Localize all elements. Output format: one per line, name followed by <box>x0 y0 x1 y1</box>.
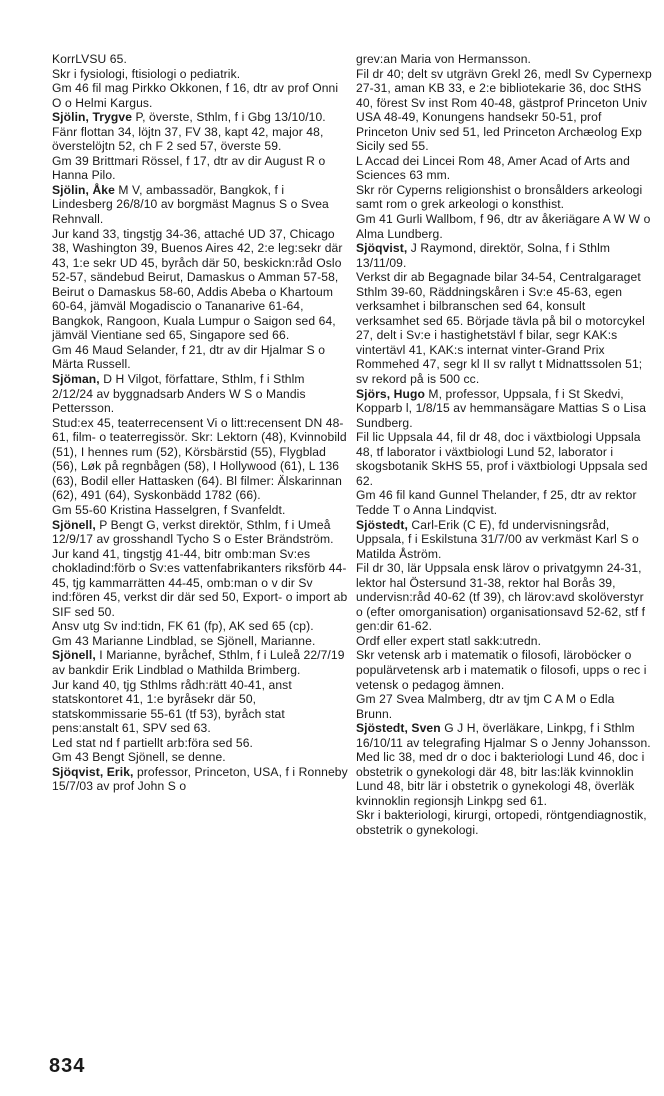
entry-text: Ordf eller expert statl sakk:utredn. <box>356 633 542 648</box>
biography-paragraph <box>52 634 348 649</box>
entry-text: Fil dr 30, lär Uppsala ensk lärov o privatgymn 24-31, lektor hal Östersund 31-38, rektor hal Borås 39, undervisn:råd 40-62 (tf 39), ch lärov:avd skolöverstyr o (efter omorganisation) organisationsavd 52-62, stf f gen:dir 61-62. <box>356 561 646 634</box>
entry-text: Jur kand 33, tingstjg 34-36, attaché UD 37, Chicago 38, Washington 39, Buenos Aires 42, 2:e leg:sekr där 43, 1:e sekr UD 45, byråch där 50, beskickn:råd Oslo 52-57, sändebud Beirut, Damaskus o Amman 57-58, Beirut o Damaskus 58-60, Addis Abeba o Khartoum 60-64, jämväl Mogadiscio o Tananarive 61-64, Bangkok, Rangoon, Kuala Lumpur o Saigon sed 64, jämväl Vientiane sed 65, Singapore sed 66. <box>52 226 343 343</box>
entry-text: J Raymond, direktör, Solna, f i Sthlm 13/11/09. <box>356 241 611 270</box>
entry-text: grev:an Maria von Hermansson. <box>356 52 531 66</box>
person-name: Sjöstedt, <box>356 517 408 532</box>
person-name: Sjölin, Trygve <box>52 110 133 125</box>
entry-text: D H Vilgot, författare, Sthlm, f i Sthlm 2/12/24 av byggnadsarb Anders W S o Mandis Pettersson. <box>52 372 306 416</box>
entry-text: Ansv utg Sv ind:tidn, FK 61 (fp), AK sed 65 (cp). <box>52 619 314 634</box>
entry-text: Carl-Erik (C E), fd undervisningsråd, Uppsala, f i Eskilstuna 31/7/00 av verkmäst Karl S o Matilda Åström. <box>356 517 639 561</box>
biography-entry-heading <box>52 648 348 677</box>
person-name: Sjölin, Åke <box>52 182 115 197</box>
biography-paragraph <box>52 416 348 503</box>
biography-entry-heading <box>52 110 348 125</box>
left-column <box>52 52 348 794</box>
entry-text: P Bengt G, verkst direktör, Sthlm, f i Umeå 12/9/17 av grosshandl Tycho S o Ester Brändström. <box>52 517 334 547</box>
biography-paragraph <box>356 270 652 386</box>
biography-entry-heading <box>356 721 652 750</box>
biography-paragraph <box>52 736 348 751</box>
page-number: 834 <box>49 1055 86 1077</box>
entry-text: Skr rör Cyperns religionshist o bronsålders arkeologi samt rom o grek arkeologi o konsthist. <box>356 182 643 212</box>
entry-text: Jur kand 40, tjg Sthlms rådh:rätt 40-41, anst statskontoret 41, 1:e byråsekr där 50, statskommissarie 55-61 (tf 53), byråch stat pens:anstalt 61, SPV sed 63. <box>52 677 292 736</box>
person-name: Sjöstedt, Sven <box>356 721 441 736</box>
biography-paragraph <box>356 634 652 649</box>
entry-text: Fil dr 40; delt sv utgrävn Grekl 26, medl Sv Cypernexp 27-31, aman KB 33, e 2:e bibliotekarie 36, doc StHS 40, förest Sv inst Rom 40-48, gästprof Princeton Univ USA 48-49, Konungens handsekr 50-51, prof Princeton Univ sed 51, led Princeton Archæolog Exp Sicily sed 55. <box>356 66 652 154</box>
entry-text: Gm 46 Maud Selander, f 21, dtr av dir Hjalmar S o Märta Russell. <box>52 342 326 372</box>
biography-paragraph <box>356 430 652 488</box>
biography-entry-heading <box>356 518 652 562</box>
biography-paragraph <box>52 503 348 518</box>
entry-text: professor, Princeton, USA, f i Ronneby 15/7/03 av prof John S o <box>52 764 348 794</box>
entry-text: Fänr flottan 34, löjtn 37, FV 38, kapt 42, major 48, överstelöjtn 52, ch F 2 sed 57, överste 59. <box>52 124 324 154</box>
biography-paragraph <box>52 67 348 82</box>
biography-paragraph <box>52 227 348 343</box>
biography-paragraph <box>52 81 348 110</box>
entry-text: Skr vetensk arb i matematik o filosofi, läroböcker o populärvetensk arb i matematik o filosofi, upps o rec i vetensk o pedagog ämnen. <box>356 648 647 692</box>
entry-text: Fil lic Uppsala 44, fil dr 48, doc i växtbiologi Uppsala 48, tf laborator i växtbiologi Lund 52, laborator i skogsbotanik SkHS 55, prof i växtbiologi Uppsala sed 62. <box>356 430 648 488</box>
biography-entry-heading <box>52 372 348 416</box>
entry-text: M, professor, Uppsala, f i St Skedvi, Kopparb l, 1/8/15 av hemmansägare Mattias S o Lisa Sundberg. <box>356 386 647 430</box>
entry-text: L Accad dei Lincei Rom 48, Amer Acad of Arts and Sciences 63 mm. <box>356 153 630 183</box>
biography-paragraph <box>356 52 652 67</box>
entry-text: Gm 27 Svea Malmberg, dtr av tjm C A M o Edla Brunn. <box>356 692 615 721</box>
person-name: Sjörs, Hugo <box>356 386 425 401</box>
biography-paragraph <box>52 343 348 372</box>
biography-paragraph <box>356 808 652 837</box>
entry-text: I Marianne, byråchef, Sthlm, f i Luleå 22/7/19 av bankdir Erik Lindblad o Mathilda Brimberg. <box>52 648 345 677</box>
biography-paragraph <box>356 648 652 692</box>
entry-text: G J H, överläkare, Linkpg, f i Sthlm 16/10/11 av telegrafing Hjalmar S o Jenny Johansson. <box>356 721 651 750</box>
entry-text: Skr i bakteriologi, kirurgi, ortopedi, röntgendiagnostik, obstetrik o gynekologi. <box>356 808 647 837</box>
entry-text: Stud:ex 45, teaterrecensent Vi o litt:recensent DN 48-61, film- o teaterregissör. Skr: Lektorn (48), Kvinnobild (51), I hennes rum (52), Körsbärstid (55), Flygblad (56), Løk på regnbågen (58), I Hollywood (61), L 136 (63), Bodil eller Hattasken (64). Bl filmer: Älskarinnan (62), 491 (64), Syskonbädd 1782 (66). <box>52 415 347 503</box>
entry-text: Gm 41 Gurli Wallbom, f 96, dtr av åkeriägare A W W o Alma Lundberg. <box>356 212 651 241</box>
right-column <box>356 52 652 838</box>
entry-text: Verkst dir ab Begagnade bilar 34-54, Centralgaraget Sthlm 39-60, Räddningskåren i Sv:e 45-63, egen verksamhet i bilbranschen sed 64, konsult verksamhet sed 65. Började tävla på bil o motorcykel 27, delt i Sv:e i hastighetstävl f bilar, segr KAK:s vintertävl 41, KAK:s internat vinter-Grand Prix Rommehed 47, segr kl II sv rallyt t Midnattssolen 51; sv rekord på is 500 cc. <box>356 270 645 387</box>
entry-text: Gm 55-60 Kristina Hasselgren, f Svanfeldt. <box>52 502 286 517</box>
biography-entry-heading <box>356 241 652 270</box>
entry-text: P, överste, Sthlm, f i Gbg 13/10/10. <box>132 110 326 125</box>
biography-paragraph <box>356 750 652 808</box>
biography-entry-heading <box>52 765 348 794</box>
biography-paragraph <box>52 154 348 183</box>
entry-text: Gm 46 fil mag Pirkko Okkonen, f 16, dtr av prof Onni O o Helmi Kargus. <box>52 81 339 110</box>
person-name: Sjönell, <box>52 517 96 532</box>
biography-paragraph <box>356 67 652 154</box>
entry-text: Gm 43 Marianne Lindblad, se Sjönell, Marianne. <box>52 633 316 648</box>
entry-text: Jur kand 41, tingstjg 41-44, bitr omb:man Sv:es chokladind:förb o Sv:es vattenfabrikanters riksförb 44-45, tjg kammarrätten 44-45, omb:man o v dir Sv ind:fören 45, verkst dir där sed 50, Export- o import ab SIF sed 50. <box>52 546 348 619</box>
biography-paragraph <box>356 488 652 517</box>
biography-paragraph <box>52 125 348 154</box>
entry-text: M V, ambassadör, Bangkok, f i Lindesberg 26/8/10 av borgmäst Magnus S o Svea Rehnvall. <box>52 182 329 227</box>
entry-text: Gm 39 Brittmari Rössel, f 17, dtr av dir August R o Hanna Pilo. <box>52 153 326 183</box>
person-name: Sjönell, <box>52 648 96 663</box>
biography-paragraph <box>52 619 348 634</box>
entry-text: KorrLVSU 65. <box>52 52 127 66</box>
entry-text: Gm 46 fil kand Gunnel Thelander, f 25, dtr av rektor Tedde T o Anna Lindqvist. <box>356 488 637 517</box>
biography-entry-heading <box>52 518 348 547</box>
biography-paragraph <box>356 692 652 721</box>
entry-text: Skr i fysiologi, ftisiologi o pediatrik. <box>52 66 241 81</box>
biography-paragraph <box>52 678 348 736</box>
biography-paragraph <box>52 750 348 765</box>
biography-paragraph <box>52 547 348 620</box>
person-name: Sjöman, <box>52 372 100 387</box>
entry-text: Led stat nd f partiellt arb:föra sed 56. <box>52 735 253 750</box>
person-name: Sjöqvist, <box>356 241 408 256</box>
biography-paragraph <box>356 183 652 212</box>
biography-paragraph <box>356 561 652 634</box>
biography-paragraph <box>356 154 652 183</box>
biography-paragraph <box>356 212 652 241</box>
entry-text: Med lic 38, med dr o doc i bakteriologi Lund 46, doc i obstetrik o gynekologi där 48, bitr las:läk kvinnoklin Lund 48, bitr lär i obstetrik o gynekologi 48, överläk kvinnoklin regionsjh Linkpg sed 61. <box>356 750 645 808</box>
biography-paragraph <box>52 52 348 67</box>
biography-entry-heading <box>356 387 652 431</box>
entry-text: Gm 43 Bengt Sjönell, se denne. <box>52 750 226 765</box>
person-name: Sjöqvist, Erik, <box>52 764 134 779</box>
biography-entry-heading <box>52 183 348 227</box>
